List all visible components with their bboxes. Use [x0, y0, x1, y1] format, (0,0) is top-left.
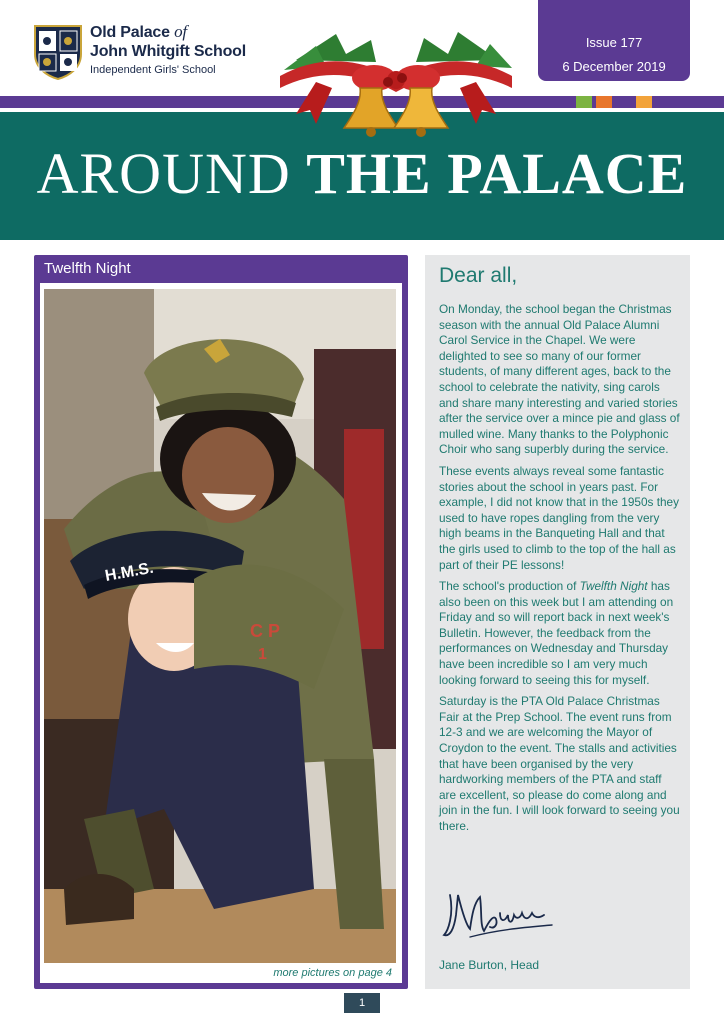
letter-text: The school's production of [439, 579, 580, 594]
signature-icon [440, 885, 560, 945]
school-name-line2: John Whitgift School [90, 43, 246, 60]
letter-text: has also been on this week but I am attending on Friday and so will report back in next week's Bulletin. However, the feedback from the performances on Wednesday and Thursday have been incredible so I am very much looking forward to seeing this for myself. [439, 579, 674, 687]
letter-body [439, 302, 681, 841]
feature-title: Twelfth Night [44, 260, 131, 277]
more-pictures-note: more pictures on page 4 [273, 967, 392, 979]
production-title: Twelfth Night [579, 579, 648, 594]
sleeve-text: 1 [258, 646, 267, 663]
letter-greeting: Dear all, [439, 264, 518, 287]
christmas-bells-icon [276, 16, 516, 140]
page-number: 1 [344, 993, 380, 1013]
school-crest-icon [33, 24, 83, 80]
color-square [596, 96, 612, 108]
twelfth-night-photo [44, 289, 396, 963]
color-square [636, 96, 652, 108]
school-name-line1: Old Palace [90, 24, 170, 41]
color-square [576, 96, 592, 108]
title-bold: THE PALACE [306, 141, 688, 206]
letter-paragraph: These events always reveal some fantastic stories about the school in years past. For example, I did not know that in the 1950s they used to have ropes dangling from the very high beams in the Banqueting Hall and that the girls used to climb to the top of the hall as part of their PE lessons! [439, 463, 680, 572]
color-squares [576, 96, 652, 108]
letter-paragraph: Saturday is the PTA Old Palace Christmas Fair at the Prep School. The event runs from 12-3 and we are welcoming the Mayor of Croydon to the event. The stalls and activities that have been organised by the very hardworking members of the PTA and staff are excellent, so please do come along and join in the fun. I will look forward to seeing you there. [439, 694, 680, 833]
school-name-of: of [174, 22, 187, 41]
cap-text: H.M.S. [103, 559, 155, 585]
letter-paragraph [439, 579, 681, 688]
issue-date: 6 December 2019 [562, 59, 666, 74]
newsletter-title [0, 142, 724, 206]
sleeve-text: C P [250, 621, 281, 641]
issue-box [538, 0, 690, 81]
issue-number: Issue 177 [585, 35, 643, 50]
letter-signoff: Jane Burton, Head [439, 958, 540, 972]
letter-paragraph: On Monday, the school began the Christmas season with the annual Old Palace Alumni Carol Service in the Chapel. We were delighted to see so many of our former students, of many different ages, back to the school to celebrate the nativity, sing carols and share many interesting and varied stories after the service over a mince pie and glass of mulled wine. Many thanks to the Polyphonic Choir who sang superbly during the service. [439, 302, 680, 457]
school-name [90, 22, 246, 77]
title-light: AROUND [36, 141, 291, 206]
school-tagline: Independent Girls' School [90, 64, 216, 76]
color-square [616, 96, 632, 108]
